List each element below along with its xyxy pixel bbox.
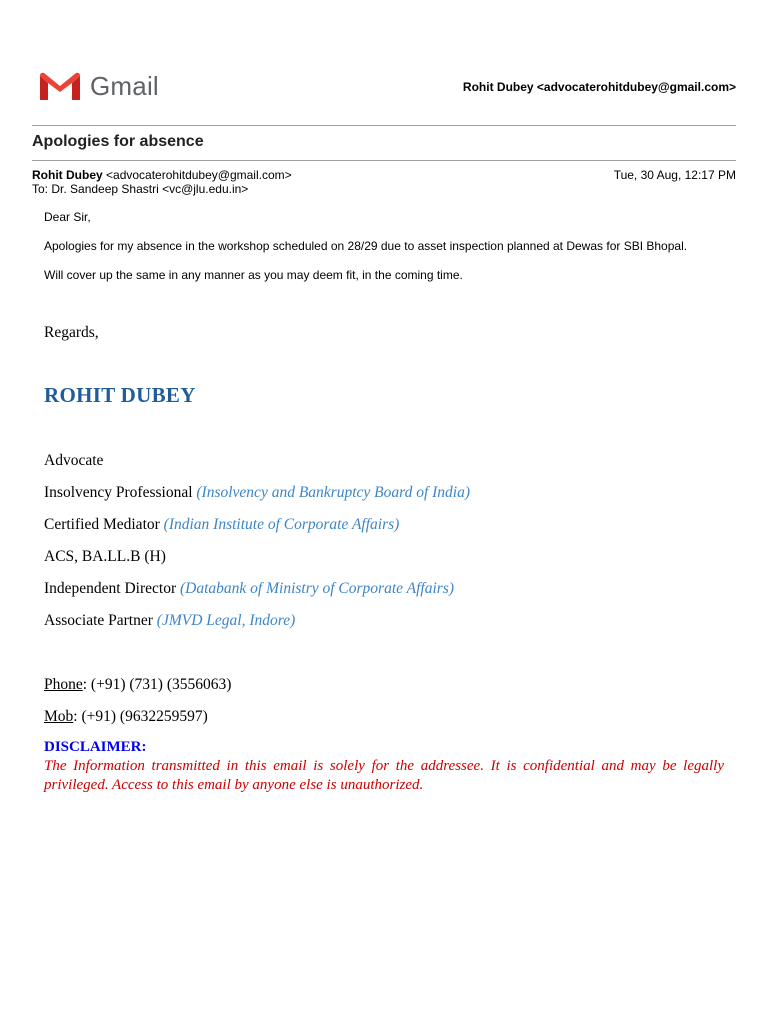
role-line bbox=[44, 484, 470, 516]
role-title: ACS, BA.LL.B (H) bbox=[44, 548, 166, 565]
role-title: Independent Director bbox=[44, 580, 180, 597]
email-body bbox=[44, 210, 724, 297]
account-identity: Rohit Dubey <advocaterohitdubey@gmail.com> bbox=[462, 80, 736, 94]
phone-line bbox=[44, 676, 231, 708]
role-organization: (JMVD Legal, Indore) bbox=[156, 612, 296, 629]
sender-name: Rohit Dubey bbox=[32, 168, 103, 182]
mobile-label: Mob bbox=[44, 708, 74, 725]
role-organization: (Databank of Ministry of Corporate Affairs) bbox=[180, 580, 454, 597]
role-title: Insolvency Professional bbox=[44, 484, 197, 501]
role-line bbox=[44, 612, 470, 644]
role-organization: (Insolvency and Bankruptcy Board of India) bbox=[196, 484, 471, 501]
email-timestamp: Tue, 30 Aug, 12:17 PM bbox=[613, 168, 736, 182]
regards-line: Regards, bbox=[44, 324, 99, 341]
role-line bbox=[44, 516, 470, 548]
sender-email: <advocaterohitdubey@gmail.com> bbox=[106, 168, 292, 182]
phone-label: Phone bbox=[44, 676, 83, 693]
role-title: Advocate bbox=[44, 452, 104, 469]
disclaimer-title: DISCLAIMER: bbox=[44, 739, 147, 755]
disclaimer-text: The Information transmitted in this email is solely for the addressee. It is confidential and may be legally privileged. Access to this email by anyone else is unauthorized. bbox=[44, 758, 724, 793]
gmail-envelope-icon bbox=[38, 70, 82, 102]
role-line bbox=[44, 580, 470, 612]
role-line bbox=[44, 548, 470, 580]
from-row bbox=[32, 168, 736, 182]
signature-roles bbox=[44, 452, 470, 644]
subject-divider bbox=[32, 160, 736, 161]
recipient-line: To: Dr. Sandeep Shastri <vc@jlu.edu.in> bbox=[32, 182, 249, 196]
gmail-logo bbox=[38, 70, 159, 102]
greeting: Dear Sir, bbox=[44, 210, 91, 224]
signature-name: ROHIT DUBEY bbox=[44, 383, 196, 407]
email-meta bbox=[32, 168, 736, 196]
signature-contacts bbox=[44, 676, 231, 740]
role-organization: (Indian Institute of Corporate Affairs) bbox=[163, 516, 400, 533]
phone-value: : (+91) (731) (3556063) bbox=[82, 676, 232, 693]
gmail-logo-text: Gmail bbox=[90, 70, 159, 101]
body-paragraph-1: Apologies for my absence in the workshop scheduled on 28/29 due to asset inspection planned at Dewas for SBI Bhopal. bbox=[44, 239, 688, 253]
sender bbox=[32, 168, 292, 182]
header-divider bbox=[32, 125, 736, 126]
role-title: Associate Partner bbox=[44, 612, 157, 629]
role-line bbox=[44, 452, 470, 484]
email-subject: Apologies for absence bbox=[32, 133, 204, 150]
role-title: Certified Mediator bbox=[44, 516, 164, 533]
mobile-line bbox=[44, 708, 231, 740]
mobile-value: : (+91) (9632259597) bbox=[73, 708, 208, 725]
gmail-header bbox=[32, 68, 736, 108]
body-paragraph-2: Will cover up the same in any manner as you may deem fit, in the coming time. bbox=[44, 268, 463, 282]
